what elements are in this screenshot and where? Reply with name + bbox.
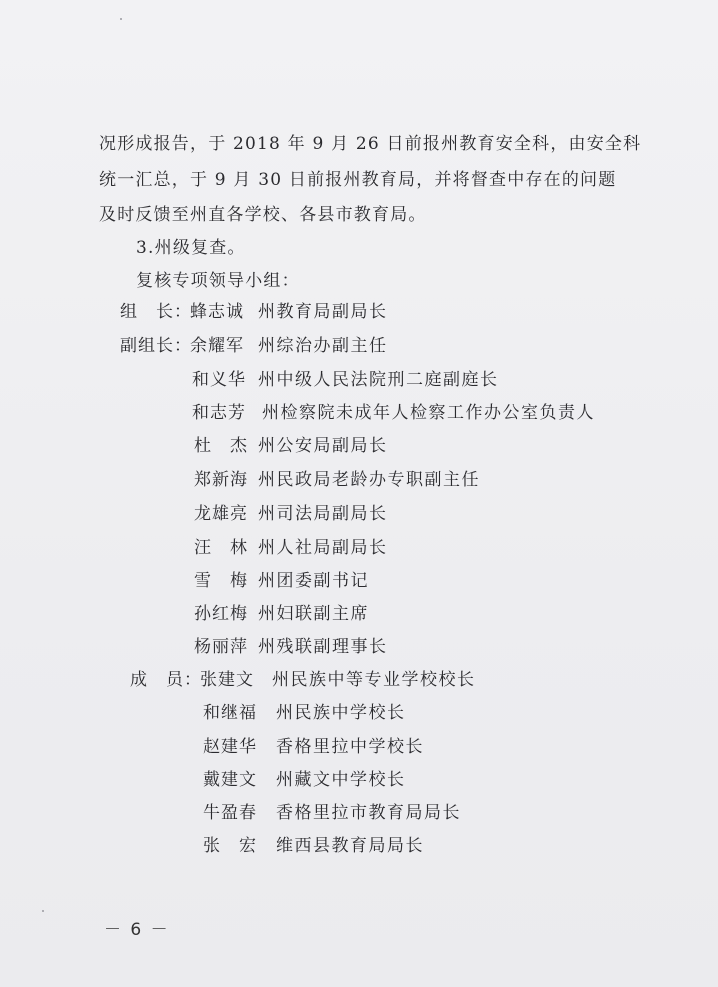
deputy-name: 汪 林 (194, 538, 248, 558)
member-name: 张建文 (200, 670, 254, 690)
member-name: 赵建华 (203, 737, 257, 757)
scan-speck (42, 910, 44, 912)
leader-role: 组 长： (120, 302, 192, 322)
paragraph-line-3: 及时反馈至州直各学校、各县市教育局。 (99, 205, 427, 225)
page-number: － 6 － (104, 920, 170, 940)
member-name: 和继福 (203, 703, 257, 723)
deputy-title: 州残联副理事长 (258, 637, 388, 657)
member-title: 州民族中学校长 (276, 703, 406, 723)
deputy-name: 雪 梅 (194, 571, 248, 591)
deputy-role: 副组长： (120, 336, 192, 356)
deputy-name: 杨丽萍 (194, 637, 248, 657)
deputy-title: 州司法局副局长 (258, 504, 388, 524)
member-title: 香格里拉市教育局局长 (276, 803, 461, 823)
deputy-title: 州团委副书记 (258, 571, 369, 591)
deputy-title: 州民政局老龄办专职副主任 (258, 470, 480, 490)
paragraph-line-2: 统一汇总，于 9 月 30 日前报州教育局，并将督查中存在的问题 (99, 170, 617, 190)
deputy-title: 州综治办副主任 (258, 336, 388, 356)
member-title: 香格里拉中学校长 (276, 737, 424, 757)
deputy-title: 州人社局副局长 (258, 538, 388, 558)
member-name: 张 宏 (203, 836, 257, 856)
deputy-name: 郑新海 (194, 470, 248, 490)
deputy-title: 州妇联副主席 (258, 604, 369, 624)
section-heading: 3.州级复查。 (136, 238, 246, 258)
deputy-name: 杜 杰 (194, 436, 248, 456)
member-title: 州民族中等专业学校校长 (272, 670, 476, 690)
member-name: 戴建文 (203, 770, 257, 790)
deputy-name: 和义华 (192, 370, 246, 390)
scan-speck (120, 18, 122, 20)
deputy-name: 孙红梅 (194, 604, 248, 624)
group-heading: 复核专项领导小组： (136, 271, 300, 291)
deputy-name: 龙雄亮 (194, 504, 248, 524)
deputy-name: 和志芳 (192, 403, 246, 423)
member-name: 牛盈春 (203, 803, 257, 823)
deputy-name: 余耀军 (190, 336, 244, 356)
leader-name: 蜂志诚 (190, 302, 244, 322)
deputy-title: 州公安局副局长 (258, 436, 388, 456)
paragraph-line-1: 况形成报告，于 2018 年 9 月 26 日前报州教育安全科，由安全科 (99, 134, 642, 154)
leader-title: 州教育局副局长 (258, 302, 388, 322)
deputy-title: 州中级人民法院刑二庭副庭长 (258, 370, 499, 390)
member-role: 成 员： (130, 670, 202, 690)
member-title: 州藏文中学校长 (276, 770, 406, 790)
member-title: 维西县教育局局长 (276, 836, 424, 856)
deputy-title: 州检察院未成年人检察工作办公室负责人 (262, 403, 595, 423)
